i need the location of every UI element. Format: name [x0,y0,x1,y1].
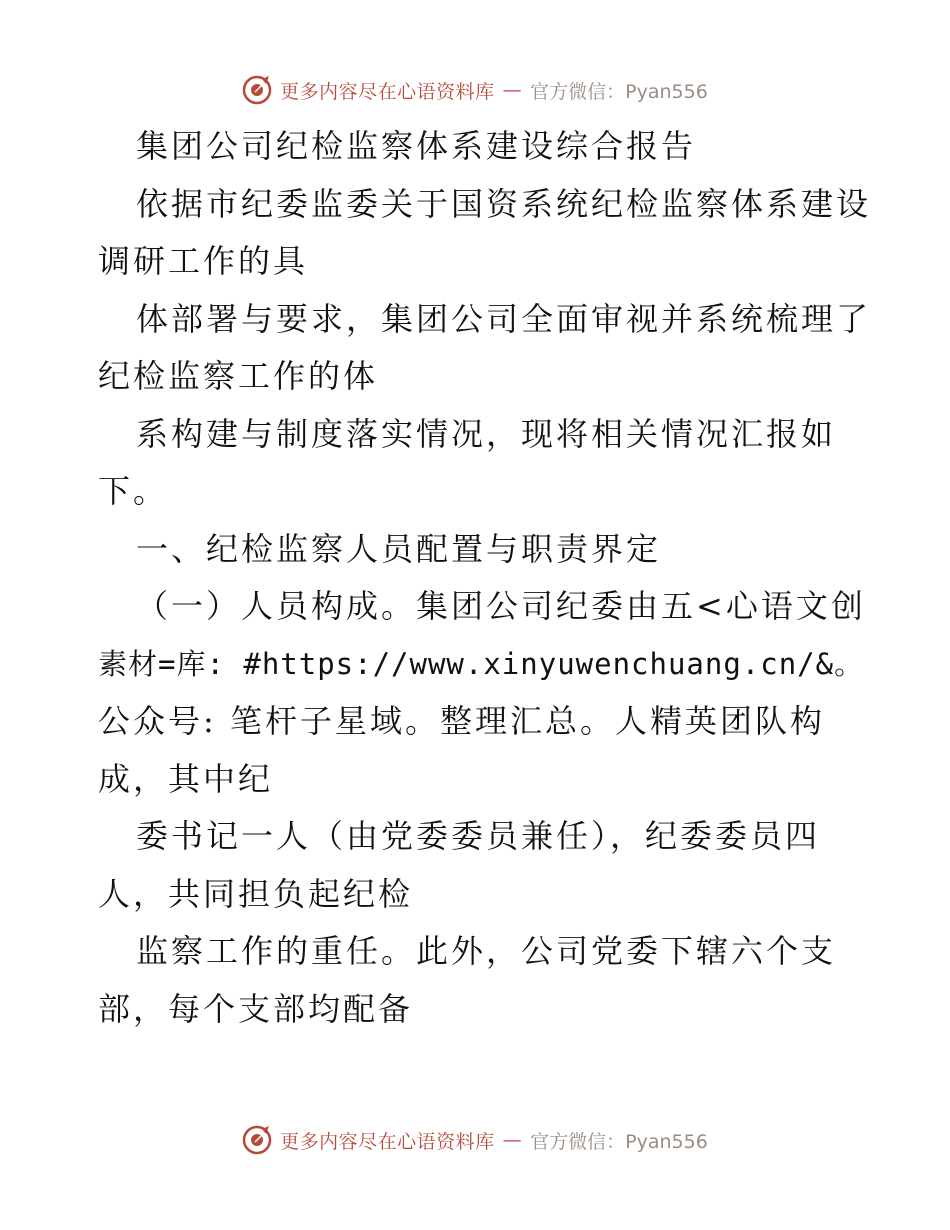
document-title: 集团公司纪检监察体系建设综合报告 [136,127,697,165]
header-watermark [0,70,950,110]
watermark-text: 更多内容尽在心语资料库 [280,80,495,103]
quill-pen-logo-icon [242,75,272,105]
paragraph-line-url: 素材=库: #https://www.xinyuwenchuang.cn/&。 [98,646,865,681]
paragraph-line: 部，每个支部均配备 [98,989,414,1028]
paragraph-line: 人，共同担负起纪检 [98,874,414,913]
paragraph-line: 监察工作的重任。此外，公司党委下辖六个支 [136,932,837,970]
watermark-contact: 官方微信：Pyan556 [530,80,708,103]
paragraph-line: 公众号: 笔杆子星域。整理汇总。人精英团队构 [98,702,825,740]
paragraph-line: 成，其中纪 [98,759,274,798]
paragraph-line: 系构建与制度落实情况，现将相关情况汇报如 [136,414,837,453]
section-heading: 一、纪检监察人员配置与职责界定 [136,529,662,568]
paragraph-line: 纪检监察工作的体 [98,357,379,395]
paragraph-line: （一）人员构成。集团公司纪委由五<心语文创 [136,587,866,625]
footer-watermark [0,1120,950,1160]
watermark-separator: — [502,1129,523,1151]
paragraph-line: 体部署与要求，集团公司全面审视并系统梳理了 [136,299,872,338]
paragraph-line: 委书记一人（由党委委员兼任），纪委委员四 [136,817,821,855]
watermark-separator: — [502,79,523,101]
watermark-contact: 官方微信：Pyan556 [530,1130,708,1153]
paragraph-line: 依据市纪委监委关于国资系统纪检监察体系建设 [136,184,872,223]
paragraph-line: 下。 [98,472,169,510]
quill-pen-logo-icon [242,1125,272,1155]
paragraph-line: 调研工作的具 [98,242,309,280]
document-body [98,118,872,1038]
watermark-text: 更多内容尽在心语资料库 [280,1130,495,1153]
